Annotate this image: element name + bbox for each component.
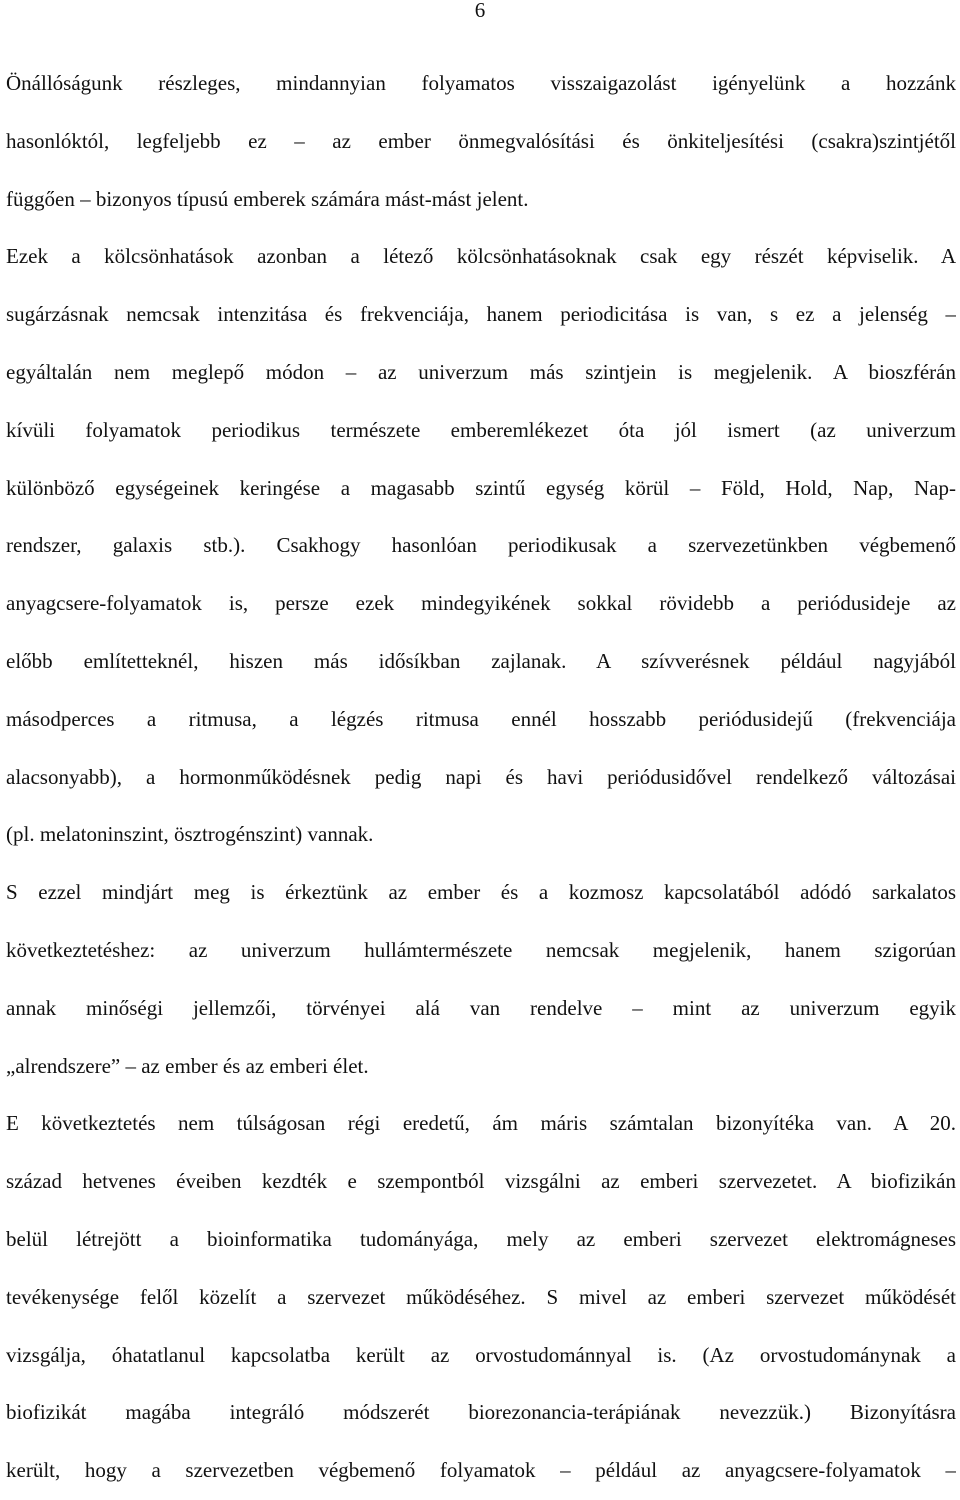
text-line: E következtetés nem túlságosan régi eredetű, ám máris számtalan bizonyítéka van. A 20. [6,1111,956,1136]
text-line: Önállóságunk részleges, mindannyian folyamatos visszaigazolást igényelünk a hozzánk [6,71,956,95]
paragraph-1 [6,55,956,228]
text-line: került, hogy a szervezetben végbemenő folyamatok – például az anyagcsere-folyamatok – [6,1458,956,1483]
text-line: hasonlóktól, legfeljebb ez – az ember önmegvalósítási és önkiteljesítési (csakra)szintjétől [6,128,956,153]
document-body [6,55,956,1500]
paragraph-4 [6,1095,956,1500]
text-line: kívüli folyamatok periodikus természete emberemlékezet óta jól ismert (az univerzum [6,417,956,442]
text-line: függően – bizonyos típusú emberek számára mást-mást jelent. [6,186,529,211]
paragraph-2 [6,228,956,864]
text-line: „alrendszere” – az ember és az emberi élet. [6,1053,369,1078]
text-line: előbb említetteknél, hiszen más idősíkban zajlanak. A szívverésnek például nagyjából [6,648,956,673]
text-line: másodperces a ritmusa, a légzés ritmusa ennél hosszabb periódusidejű (frekvenciája [6,706,956,731]
text-line: (pl. melatoninszint, ösztrogénszint) vannak. [6,822,374,847]
text-line: belül létrejött a bioinformatika tudományága, mely az emberi szervezet elektromágneses [6,1226,956,1251]
paragraph-3 [6,864,956,1095]
text-line: sugárzásnak nemcsak intenzitása és frekvenciája, hanem periodicitása is van, s ez a jelenség – [6,302,956,327]
text-line: anyagcsere-folyamatok is, persze ezek mindegyikének sokkal rövidebb a periódusideje az [6,591,956,616]
text-line: egyáltalán nem meglepő módon – az univerzum más szintjein is megjelenik. A bioszférán [6,359,956,384]
page-number: 6 [474,0,486,22]
text-line: különböző egységeinek keringése a magasabb szintű egység körül – Föld, Hold, Nap, Nap- [6,475,956,500]
text-line: tevékenysége felől közelít a szervezet működéséhez. S mivel az emberi szervezet működését [6,1284,956,1309]
text-line: vizsgálja, óhatatlanul kapcsolatba került az orvostudománnyal is. (Az orvostudománynak a [6,1342,956,1367]
text-line: biofizikát magába integráló módszerét biorezonancia-terápiának nevezzük.) Bizonyításra [6,1400,956,1425]
text-line: annak minőségi jellemzői, törvényei alá van rendelve – mint az univerzum egyik [6,995,956,1020]
text-line: következtetéshez: az univerzum hullámtermészete nemcsak megjelenik, hanem szigorúan [6,937,956,962]
text-line: század hetvenes éveiben kezdték e szempontból vizsgálni az emberi szervezetet. A biofizikán [6,1169,956,1194]
text-line: Ezek a kölcsönhatások azonban a létező kölcsönhatásoknak csak egy részét képviselik. A [6,244,956,269]
text-line: alacsonyabb), a hormonműködésnek pedig napi és havi periódusidővel rendelkező változásai [6,764,956,789]
text-line: rendszer, galaxis stb.). Csakhogy hasonlóan periodikusak a szervezetünkben végbemenő [6,533,956,558]
text-line: S ezzel mindjárt meg is érkeztünk az ember és a kozmosz kapcsolatából adódó sarkalatos [6,880,956,905]
